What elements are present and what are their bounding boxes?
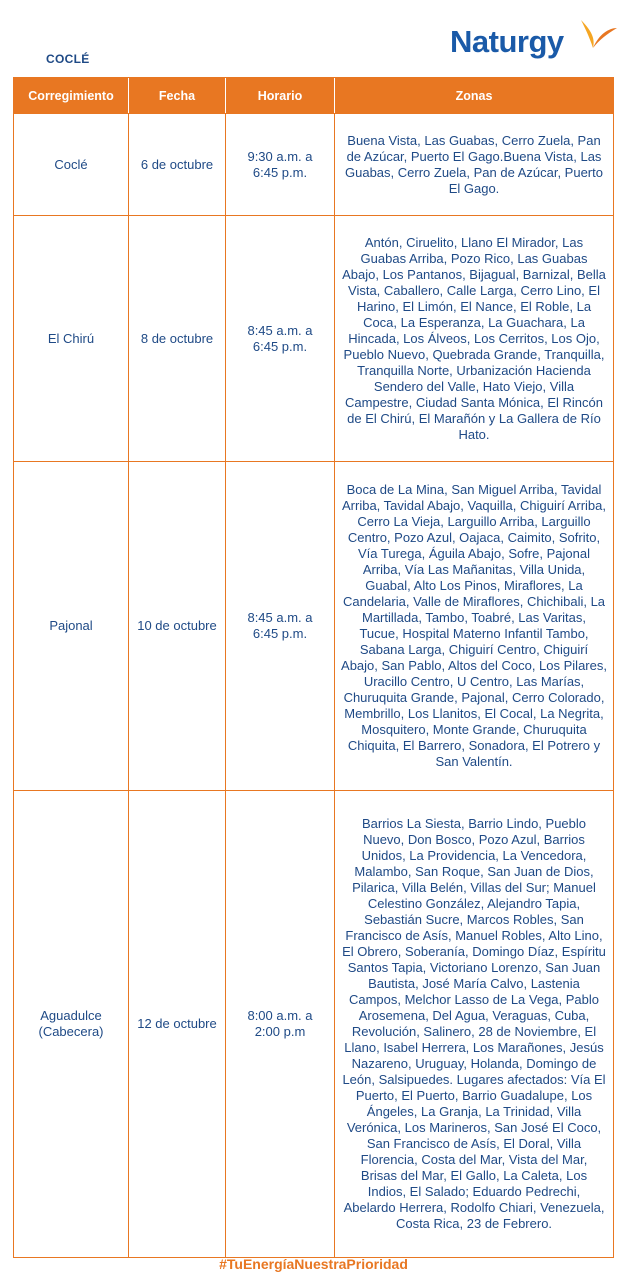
fecha-cell: 6 de octubre xyxy=(128,114,225,215)
table-header-row xyxy=(14,78,613,113)
province-title: COCLÉ xyxy=(46,52,90,66)
column-header-zonas: Zonas xyxy=(334,78,613,113)
corregimiento-cell: Pajonal xyxy=(49,618,93,633)
horario-cell: 9:30 a.m. a 6:45 p.m. xyxy=(225,114,334,215)
footer-hashtag: #TuEnergíaNuestraPrioridad xyxy=(219,1256,408,1272)
zonas-cell: Barrios La Siesta, Barrio Lindo, Pueblo Nuevo, Don Bosco, Pozo Azul, Barrios Unidos, La Providencia, La Vencedora, Malambo, San Roque, San Juan de Dios, Pilarica, Villa Belén, Villas del Sur; Manuel Celestino González, Alejandro Tapia, Sebastián Sucre, Marcos Robles, San Francisco de Asís, Manuel Robles, Alto Lino, El Obrero, Soberanía, Domingo Díaz, Espíritu Santos Tapia, Victoriano Lorenzo, San Juan Bautista, José María Calvo, Lastenia Campos, Melchor Lasso de La Vega, Pablo Arosemena, Del Agua, Veraguas, Cuba, Revolución, Salinero, 28 de Noviembre, El Llano, Isabel Herrera, Los Marañones, Jesús Nazareno, Uruguay, Holanda, Domingo de León, Salsipuedes. Lugares afectados: Vía El Puerto, El Puerto, Barrio Guadalupe, Los Ángeles, La Granja, La Trinidad, Villa Verónica, Los Marineros, San José El Coco, San Francisco de Asís, El Doral, Villa Florencia, Costa del Mar, Vista del Mar, Brisas del Mar, El Gallo, La Caleta, Los Indios, El Salado; Eduardo Pedrechi, Abelardo Herrera, Rodolfo Chiari, Venezuela, Costa Rica, 23 de Febrero. xyxy=(334,791,613,1257)
corregimiento-cell: Aguadulce (Cabecera) xyxy=(38,1008,104,1039)
column-header-corregimiento: Corregimiento xyxy=(28,88,114,103)
corregimiento-cell: Coclé xyxy=(54,156,88,172)
corregimiento-cell: El Chirú xyxy=(47,330,95,346)
table-row xyxy=(14,461,613,790)
horario-cell: 8:45 a.m. a 6:45 p.m. xyxy=(225,462,334,790)
zonas-cell: Boca de La Mina, San Miguel Arriba, Tavidal Arriba, Tavidal Abajo, Vaquilla, Chiguirí Arriba, Cerro La Vieja, Larguillo Arriba, Larguillo Centro, Pozo Azul, Oajaca, Caimito, Sofrito, Vía Turega, Águila Abajo, Sofre, Pajonal Arriba, Vía Las Mañanitas, Villa Unida, Guabal, Alto Los Pinos, Miraflores, La Candelaria, Valle de Miraflores, Chichibali, La Martillada, Tambo, Toabré, Las Varitas, Tucue, Hospital Materno Infantil Tambo, Sabana Larga, Chiguirí Centro, Chiguirí Abajo, San Pablo, Altos del Coco, Los Pilares, Uracillo Centro, U Centro, Las Marías, Churuquita Grande, Pajonal, Cerro Colorado, Membrillo, Los Llanitos, El Cocal, La Negrita, Mosquitero, Monte Grande, Churuquita Chiquita, El Barrero, Sonadora, El Potrero y San Valentín. xyxy=(334,462,613,790)
horario-cell: 8:45 a.m. a 6:45 p.m. xyxy=(225,216,334,461)
table-row xyxy=(14,113,613,215)
header xyxy=(0,0,627,74)
horario-cell: 8:00 a.m. a 2:00 p.m xyxy=(225,791,334,1257)
column-header-fecha: Fecha xyxy=(128,78,225,113)
logo-text: Naturgy xyxy=(450,24,564,59)
table-row xyxy=(14,790,613,1257)
fecha-cell: 10 de octubre xyxy=(128,462,225,790)
fecha-cell: 8 de octubre xyxy=(128,216,225,461)
zonas-cell: Antón, Ciruelito, Llano El Mirador, Las Guabas Arriba, Pozo Rico, Las Guabas Abajo, Los Pantanos, Bijagual, Barnizal, Bella Vista, Caballero, Calle Larga, Cerro Lino, El Harino, El Limón, El Nance, El Roble, La Coca, La Esperanza, La Guachara, La Hincada, Los Álveos, Los Cerritos, Los Ojo, Pueblo Nuevo, Quebrada Grande, Tranquilla, Tranquilla Norte, Urbanización Hacienda Sendero del Valle, Hato Viejo, Villa Campestre, Ciudad Santa Mónica, El Rincón de El Chirú, El Marañón y La Gallera de Río Hato. xyxy=(334,216,613,461)
fecha-cell: 12 de octubre xyxy=(128,791,225,1257)
naturgy-logo xyxy=(450,18,618,66)
zonas-cell: Buena Vista, Las Guabas, Cerro Zuela, Pan de Azúcar, Puerto El Gago.Buena Vista, Las Guabas, Cerro Zuela, Pan de Azúcar, Puerto El Gago. xyxy=(334,114,613,215)
schedule-table xyxy=(13,77,614,1258)
column-header-horario: Horario xyxy=(225,78,334,113)
table-row xyxy=(14,215,613,461)
butterfly-icon xyxy=(579,18,619,54)
